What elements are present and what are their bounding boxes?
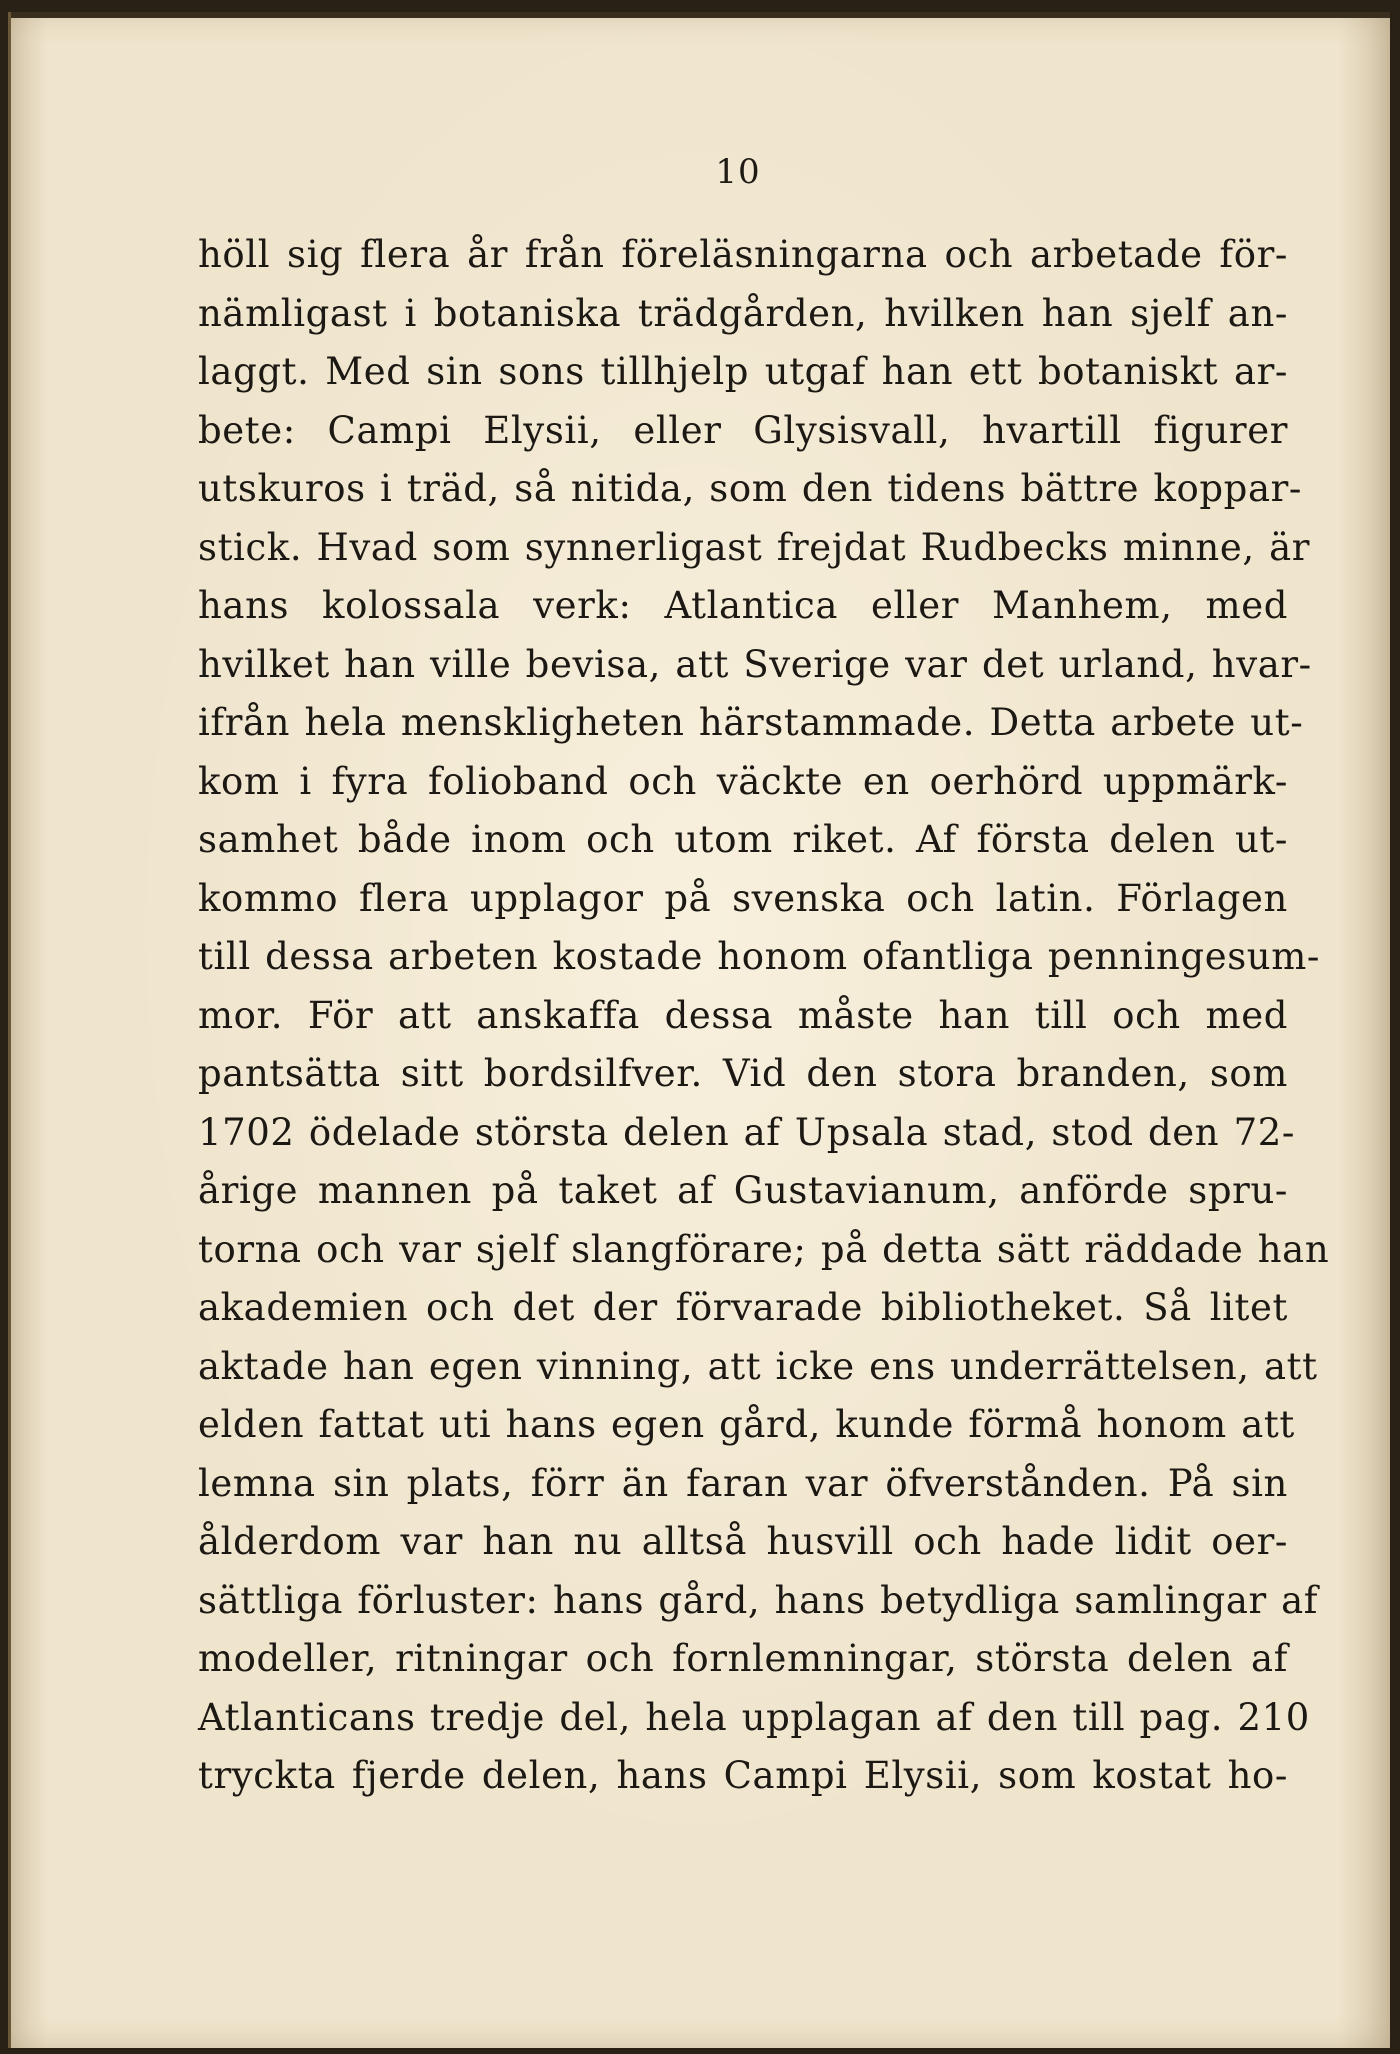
text-line: tryckta fjerde delen, hans Campi Elysii, som kostat ho- (198, 1754, 1288, 1797)
text-line: stick. Hvad som synnerligast frejdat Rudbecks minne, är (198, 525, 1311, 569)
text-line: årige mannen på taket af Gustavianum, anförde spru- (198, 1169, 1288, 1212)
page-left-edge (8, 12, 11, 2048)
text-line: hans kolossala verk: Atlantica eller Manhem, med (198, 584, 1288, 627)
text-line: elden fattat uti hans egen gård, kunde förmå honom att (198, 1403, 1295, 1446)
text-line: torna och var sjelf slangförare; på detta sätt räddade han (198, 1227, 1330, 1271)
text-line: bete: Campi Elysii, eller Glysisvall, hvartill figurer (198, 408, 1288, 452)
text-line: samhet både inom och utom riket. Af första delen ut- (198, 818, 1288, 861)
text-line: laggt. Med sin sons tillhjelp utgaf han ett botaniskt ar- (198, 350, 1288, 393)
text-line: modeller, ritningar och fornlemningar, största delen af (198, 1637, 1288, 1680)
body-text (198, 226, 1330, 1806)
book-page (8, 12, 1390, 2048)
text-line: aktade han egen vinning, att icke ens underrättelsen, att (198, 1344, 1318, 1388)
text-line: kommo flera upplagor på svenska och latin. Förlagen (198, 876, 1288, 920)
text-line: ålderdom var han nu alltså husvill och hade lidit oer- (198, 1520, 1288, 1563)
text-line: sättliga förluster: hans gård, hans betydliga samlingar af (198, 1578, 1319, 1622)
text-line: 1702 ödelade största delen af Upsala stad, stod den 72- (198, 1110, 1295, 1154)
text-line: mor. För att anskaffa dessa måste han till och med (198, 993, 1288, 1037)
text-line: akademien och det der förvarade bibliotheket. Så litet (198, 1286, 1288, 1329)
text-line: höll sig flera år från föreläsningarna och arbetade för- (198, 233, 1288, 276)
text-line: hvilket han ville bevisa, att Sverige var det urland, hvar- (198, 642, 1312, 686)
text-line: lemna sin plats, förr än faran var öfverstånden. På sin (198, 1461, 1288, 1505)
text-line: utskuros i träd, så nitida, som den tidens bättre koppar- (198, 467, 1302, 510)
text-line: till dessa arbeten kostade honom ofantliga penningesum- (198, 935, 1320, 978)
text-line: Atlanticans tredje del, hela upplagan af den till pag. 210 (198, 1695, 1310, 1739)
page-number: 10 (715, 152, 761, 192)
text-line: pantsätta sitt bordsilfver. Vid den stora branden, som (198, 1052, 1288, 1095)
page-top-edge (8, 12, 1390, 18)
text-line: nämligast i botaniska trädgården, hvilken han sjelf an- (198, 291, 1288, 335)
text-line: kom i fyra folioband och väckte en oerhörd uppmärk- (198, 759, 1288, 803)
text-line: ifrån hela menskligheten härstammade. Detta arbete ut- (198, 701, 1304, 744)
